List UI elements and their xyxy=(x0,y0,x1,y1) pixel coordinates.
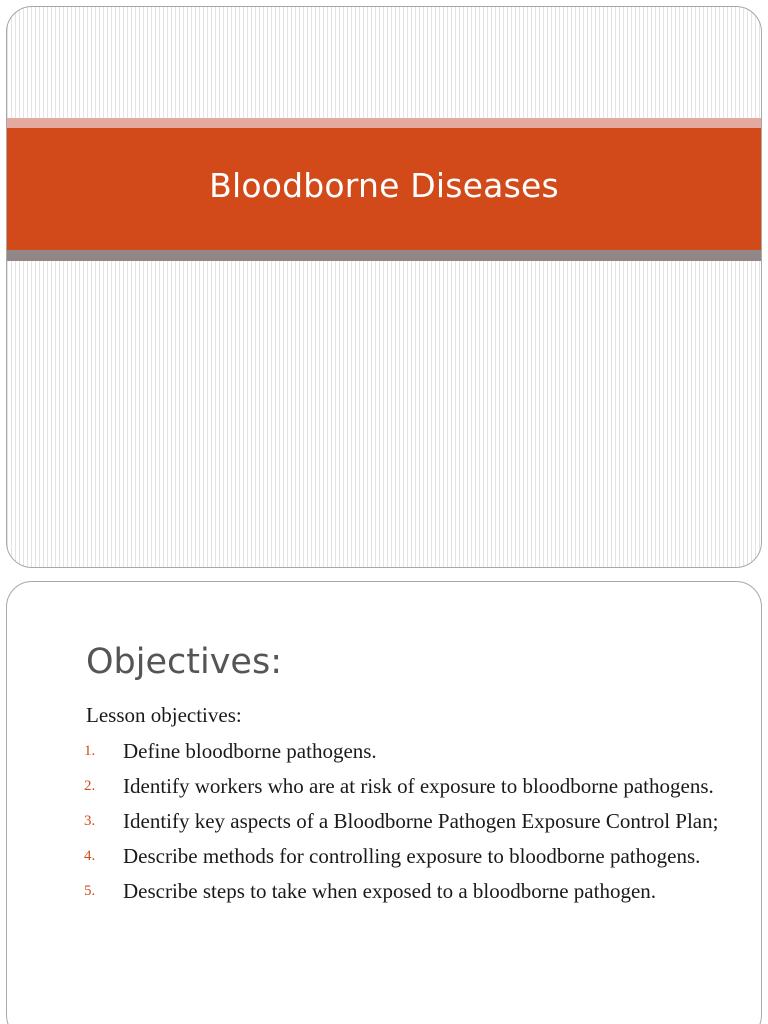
title-band xyxy=(7,128,761,250)
objectives-list xyxy=(84,738,744,913)
objective-number: 5. xyxy=(84,883,96,899)
objective-number: 4. xyxy=(84,848,96,864)
slide-title: Bloodborne Diseases xyxy=(209,165,559,205)
objective-text: Define bloodborne pathogens. xyxy=(123,739,377,763)
title-slide xyxy=(6,6,762,568)
objective-item xyxy=(84,773,744,800)
title-band-bottom-stripe xyxy=(7,250,761,261)
objective-item xyxy=(84,878,744,905)
objective-text: Describe methods for controlling exposure to bloodborne pathogens. xyxy=(123,844,701,868)
objective-text: Identify key aspects of a Bloodborne Pathogen Exposure Control Plan; xyxy=(123,809,719,833)
objectives-slide xyxy=(6,581,762,1024)
objective-item xyxy=(84,843,744,870)
objectives-heading: Objectives: xyxy=(86,642,282,682)
objective-number: 2. xyxy=(84,778,96,794)
objective-number: 3. xyxy=(84,813,96,829)
objective-text: Describe steps to take when exposed to a bloodborne pathogen. xyxy=(123,879,657,903)
objective-number: 1. xyxy=(84,743,96,759)
objective-text: Identify workers who are at risk of exposure to bloodborne pathogens. xyxy=(123,774,714,798)
objective-item xyxy=(84,808,744,835)
title-band-top-stripe xyxy=(7,118,761,128)
objectives-intro: Lesson objectives: xyxy=(86,703,242,727)
objective-item xyxy=(84,738,744,765)
